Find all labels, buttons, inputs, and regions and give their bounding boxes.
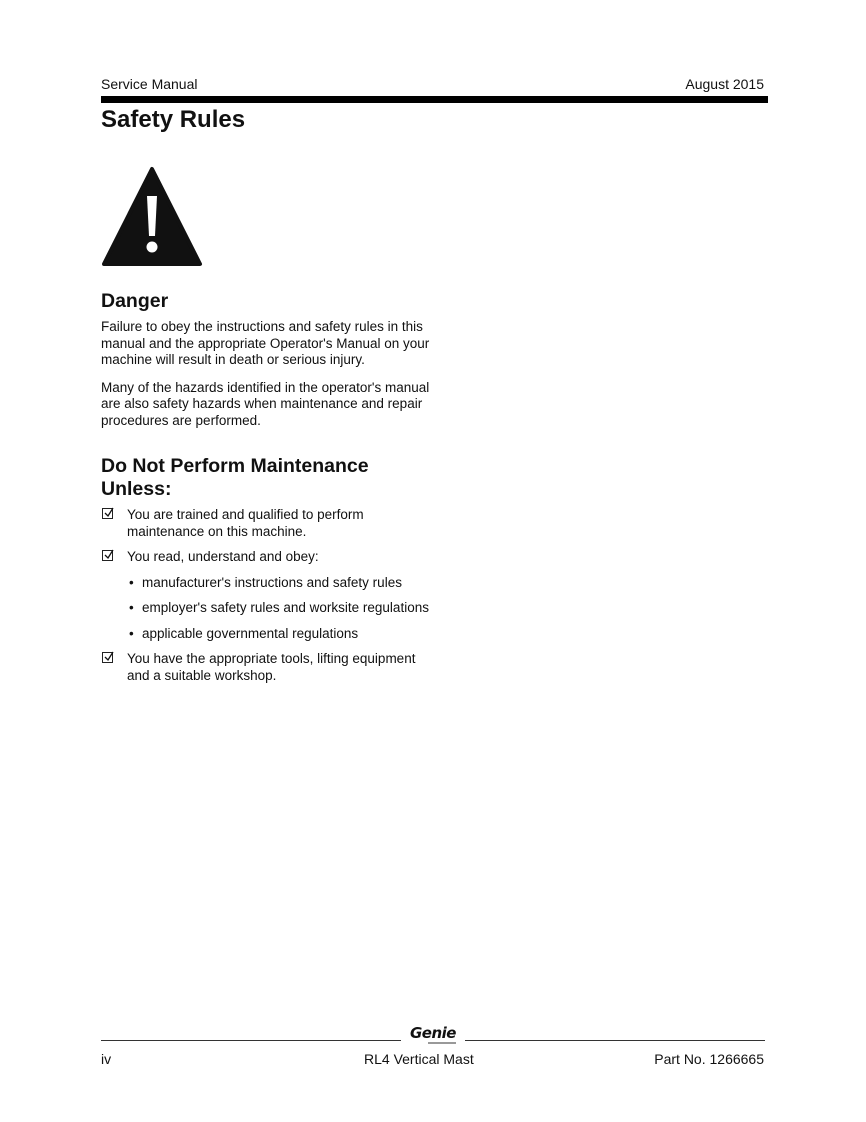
sublist-item — [127, 626, 431, 643]
maintenance-checklist — [101, 507, 431, 684]
header-right: August 2015 — [685, 76, 764, 92]
checklist-item-text: You are trained and qualified to perform maintenance on this machine. — [127, 507, 364, 539]
checklist-item — [101, 507, 431, 540]
sublist-item — [127, 600, 431, 617]
sublist-item-text: employer's safety rules and worksite regulations — [142, 600, 429, 615]
content-column — [101, 290, 431, 693]
obey-sublist — [127, 575, 431, 643]
danger-paragraph: Failure to obey the instructions and safety rules in this manual and the appropriate Operator's Manual on your machine will result in death or serious injury. — [101, 319, 430, 367]
footer-rule-left — [101, 1040, 401, 1041]
warning-triangle-exclamation-icon — [101, 166, 203, 268]
footer-rule-right — [465, 1040, 765, 1041]
danger-heading: Danger — [101, 290, 169, 312]
header-rule — [101, 96, 768, 103]
genie-logo — [408, 1025, 458, 1044]
bullet-icon: • — [129, 600, 134, 615]
checklist-item-text: You read, understand and obey: — [127, 549, 319, 564]
maintenance-heading: Do Not Perform Maintenance Unless: — [101, 455, 369, 500]
checkbox-checked-icon — [102, 550, 113, 561]
checkbox-checked-icon — [102, 652, 113, 663]
sublist-item-text: applicable governmental regulations — [142, 625, 359, 641]
logo-tagline-mark — [428, 1042, 456, 1044]
bullet-icon: • — [129, 625, 134, 641]
footer-part-number: Part No. 1266665 — [654, 1051, 764, 1067]
footer-product-name: RL4 Vertical Mast — [364, 1051, 474, 1067]
checklist-item-text: You have the appropriate tools, lifting equipment and a suitable workshop. — [127, 651, 416, 683]
sublist-item — [127, 575, 431, 592]
logo-wordmark: Genie — [410, 1024, 456, 1042]
checkbox-checked-icon — [102, 508, 113, 519]
danger-paragraph: Many of the hazards identified in the operator's manual are also safety hazards when maintenance and repair procedures are performed. — [101, 379, 430, 428]
page-title: Safety Rules — [101, 106, 246, 133]
footer-page-number: iv — [101, 1051, 112, 1067]
checklist-item — [101, 651, 431, 684]
header-left: Service Manual — [101, 76, 198, 92]
sublist-item-text: manufacturer's instructions and safety rules — [142, 574, 402, 590]
bullet-icon: • — [129, 574, 134, 590]
checklist-item — [101, 549, 431, 642]
